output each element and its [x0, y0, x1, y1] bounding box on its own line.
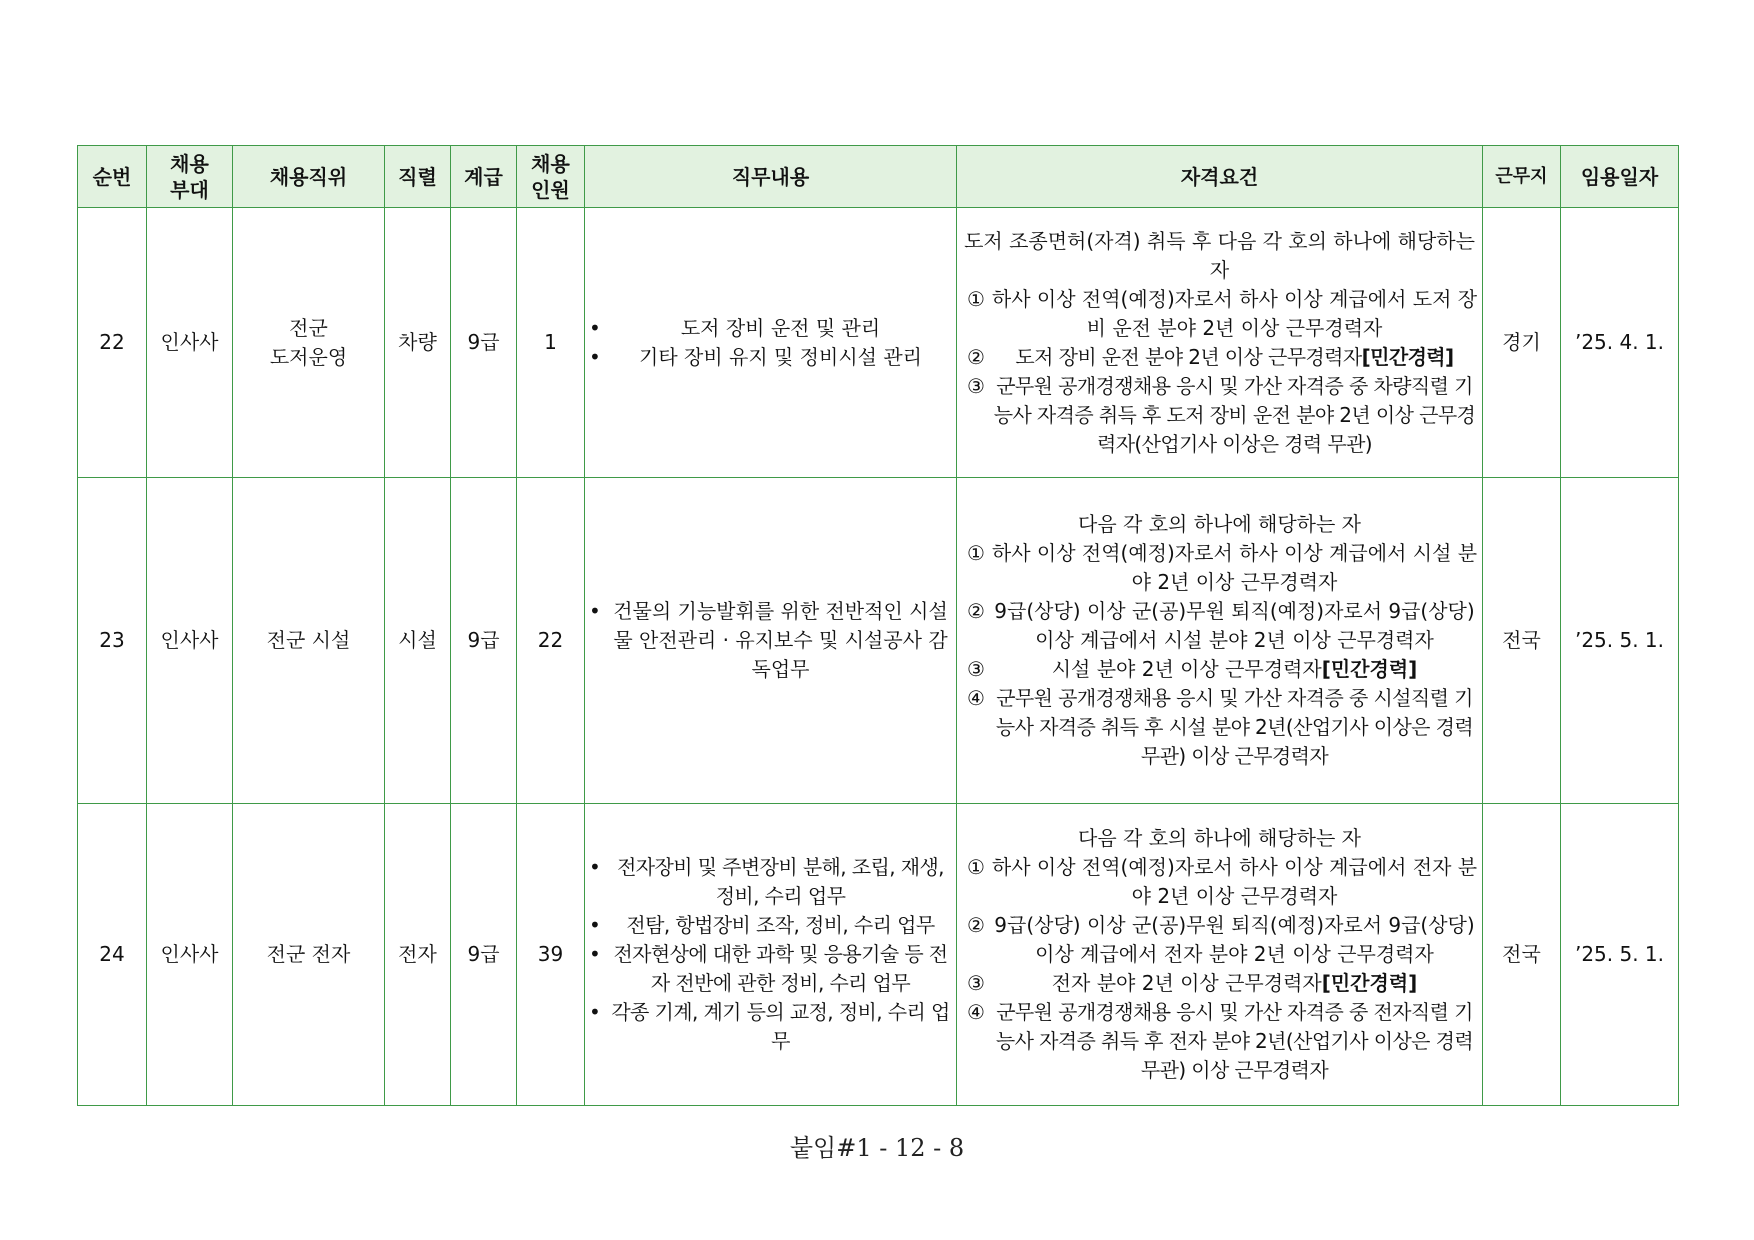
cell-date: ’25. 4. 1. — [1561, 208, 1679, 478]
header-position: 채용직위 — [233, 146, 385, 208]
cell-position: 전군 도저운영 — [233, 208, 385, 478]
header-grade: 계급 — [451, 146, 517, 208]
cell-series: 시설 — [385, 478, 451, 804]
header-unit: 채용 부대 — [147, 146, 233, 208]
cell-position: 전군 전자 — [233, 804, 385, 1106]
cell-unit: 인사사 — [147, 208, 233, 478]
cell-duties — [585, 478, 957, 804]
cell-location: 전국 — [1483, 804, 1561, 1106]
cell-unit: 인사사 — [147, 804, 233, 1106]
list-item: • 각종 기계, 계기 등의 교정, 정비, 수리 업무 — [589, 998, 952, 1056]
list-item: • 전탐, 항법장비 조작, 정비, 수리 업무 — [589, 911, 952, 940]
cell-count: 1 — [517, 208, 585, 478]
list-item: • 전자현상에 대한 과학 및 응용기술 등 전자 전반에 관한 정비, 수리 업무 — [589, 940, 952, 998]
page-footer: 붙임#1 - 12 - 8 — [789, 1134, 965, 1162]
header-row — [78, 146, 1679, 208]
qual-item: ③ 군무원 공개경쟁채용 응시 및 가산 자격증 중 차량직렬 기능사 자격증 취득 후 도저 장비 운전 분야 2년 이상 근무경력자(산업기사 이상은 경력 무관) — [967, 373, 1476, 456]
qual-item: ① 하사 이상 전역(예정)자로서 하사 이상 계급에서 시설 분야 2년 이상 근무경력자 — [967, 541, 1478, 594]
cell-series: 차량 — [385, 208, 451, 478]
cell-date: ’25. 5. 1. — [1561, 478, 1679, 804]
list-item: • 건물의 기능발휘를 위한 전반적인 시설물 안전관리 · 유지보수 및 시설공사 감독업무 — [589, 597, 952, 684]
duties-list — [589, 853, 952, 1056]
qual-item: ② 9급(상당) 이상 군(공)무원 퇴직(예정)자로서 9급(상당) 이상 계급에서 시설 분야 2년 이상 근무경력자 — [967, 599, 1475, 652]
private-career-tag: [민간경력] — [1361, 344, 1454, 369]
qual-item: ② 9급(상당) 이상 군(공)무원 퇴직(예정)자로서 9급(상당) 이상 계급에서 전자 분야 2년 이상 근무경력자 — [967, 913, 1475, 966]
private-career-tag: [민간경력] — [1321, 971, 1418, 995]
cell-qualifications — [957, 804, 1483, 1106]
qual-item: ③ 전자 분야 2년 이상 근무경력자[민간경력] — [967, 971, 1418, 995]
qual-intro: 도저 조종면허(자격) 취득 후 다음 각 호의 하나에 해당하는 자 — [964, 228, 1475, 282]
cell-grade: 9급 — [451, 804, 517, 1106]
cell-position: 전군 시설 — [233, 478, 385, 804]
cell-grade: 9급 — [451, 208, 517, 478]
qual-item: ④ 군무원 공개경쟁채용 응시 및 가산 자격증 중 시설직렬 기능사 자격증 취득 후 시설 분야 2년(산업기사 이상은 경력무관) 이상 근무경력자 — [967, 686, 1474, 768]
cell-duties — [585, 208, 957, 478]
cell-grade: 9급 — [451, 478, 517, 804]
cell-no: 23 — [78, 478, 147, 804]
header-duties: 직무내용 — [585, 146, 957, 208]
header-no: 순번 — [78, 146, 147, 208]
cell-unit: 인사사 — [147, 478, 233, 804]
cell-count: 22 — [517, 478, 585, 804]
qual-item: ② 도저 장비 운전 분야 2년 이상 근무경력자[민간경력] — [967, 344, 1454, 369]
cell-no: 22 — [78, 208, 147, 478]
cell-series: 전자 — [385, 804, 451, 1106]
private-career-tag: [민간경력] — [1321, 657, 1418, 681]
qual-intro: 다음 각 호의 하나에 해당하는 자 — [1078, 826, 1361, 850]
cell-date: ’25. 5. 1. — [1561, 804, 1679, 1106]
header-qualifications: 자격요건 — [957, 146, 1483, 208]
duties-list — [589, 597, 952, 684]
cell-qualifications — [957, 478, 1483, 804]
table-row — [78, 804, 1679, 1106]
duties-list — [589, 314, 952, 372]
header-count: 채용 인원 — [517, 146, 585, 208]
recruitment-table — [77, 145, 1679, 1106]
cell-duties — [585, 804, 957, 1106]
header-series: 직렬 — [385, 146, 451, 208]
table-row — [78, 208, 1679, 478]
cell-location: 경기 — [1483, 208, 1561, 478]
qual-item: ③ 시설 분야 2년 이상 근무경력자[민간경력] — [967, 657, 1418, 681]
cell-location: 전국 — [1483, 478, 1561, 804]
qual-item: ① 하사 이상 전역(예정)자로서 하사 이상 계급에서 도저 장비 운전 분야 2년 이상 근무경력자 — [967, 286, 1478, 340]
table-row — [78, 478, 1679, 804]
cell-qualifications — [957, 208, 1483, 478]
header-appointment-date: 임용일자 — [1561, 146, 1679, 208]
qual-item: ① 하사 이상 전역(예정)자로서 하사 이상 계급에서 전자 분야 2년 이상 근무경력자 — [967, 855, 1478, 908]
qual-intro: 다음 각 호의 하나에 해당하는 자 — [1078, 512, 1361, 536]
header-location: 근무지 — [1483, 146, 1561, 208]
list-item: • 전자장비 및 주변장비 분해, 조립, 재생, 정비, 수리 업무 — [589, 853, 952, 911]
qual-item: ④ 군무원 공개경쟁채용 응시 및 가산 자격증 중 전자직렬 기능사 자격증 취득 후 전자 분야 2년(산업기사 이상은 경력무관) 이상 근무경력자 — [967, 1000, 1474, 1082]
cell-count: 39 — [517, 804, 585, 1106]
list-item: • 기타 장비 유지 및 정비시설 관리 — [589, 343, 952, 372]
cell-no: 24 — [78, 804, 147, 1106]
list-item: • 도저 장비 운전 및 관리 — [589, 314, 952, 343]
